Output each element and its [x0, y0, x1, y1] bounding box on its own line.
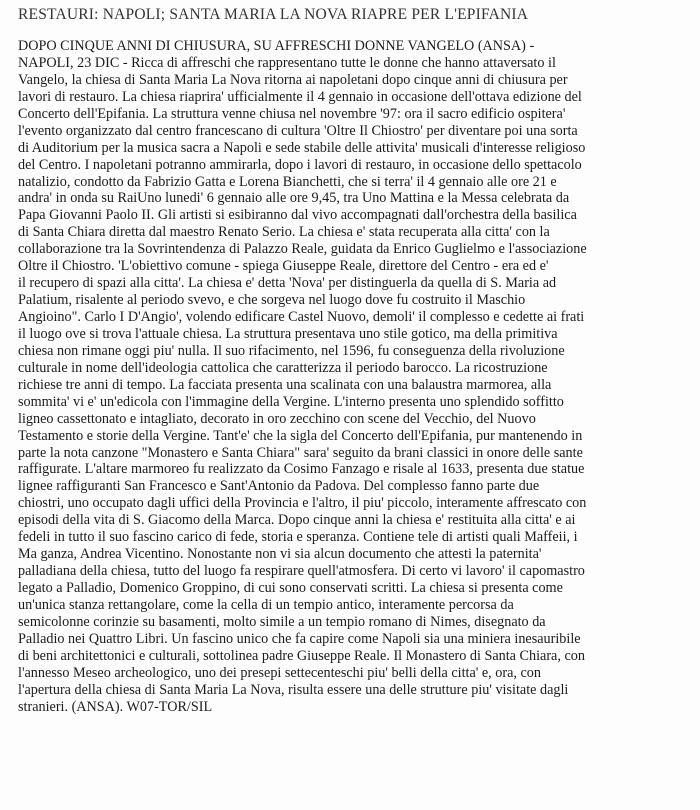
article-line: collaborazione tra la Sovrintendenza di Palazzo Reale, guidata da Enrico Guglielmo e l'associazione [18, 241, 587, 258]
article-line: semicolonne corinzie su basamenti, molto simile a un tempio romano di Nimes, disegnato da [18, 613, 546, 630]
article-line: Papa Giovanni Paolo II. Gli artisti si esibiranno dal vivo accompagnati dall'orchestra della basilica [18, 207, 577, 224]
article-line: NAPOLI, 23 DIC - Ricca di affreschi che rappresentano tutte le donne che hanno attaversato il [18, 54, 556, 71]
article-line: l'evento organizzato dal centro francescano di cultura 'Oltre Il Chiostro' per diventare poi una sorta [18, 122, 578, 139]
article-line: ligneo cassettonato e intagliato, decorato in oro zecchino con scene del Vecchio, del Nuovo [18, 410, 536, 427]
article-line: Testamento e storie della Vergine. Tant'e' che la sigla del Concerto dell'Epifania, pur mantenendo in [18, 427, 583, 444]
article-line: un'unica stanza rettangolare, come la cella di un tempio antico, interamente percorsa da [18, 596, 514, 613]
article-line: del Centro. I napoletani potranno ammirarla, dopo i lavori di restauro, in occasione dello spettacolo [18, 156, 582, 173]
article-line: Ma ganza, Andrea Vicentino. Nonostante non vi sia alcun documento che attesti la paternita' [18, 546, 542, 563]
article-line: palladiana della chiesa, tutto del luogo fa respirare quell'atmosfera. Di certo vi lavoro' il capomastro [18, 563, 585, 580]
article-line: l'apertura della chiesa di Santa Maria La Nova, risulta essere una delle strutture piu' visitate dagli [18, 681, 569, 698]
article-line: lignee raffiguranti San Francesco e Sant'Antonio da Padova. Del complesso fanno parte due [18, 478, 540, 495]
article-line: andra' in onda su RaiUno lunedi' 6 gennaio alle ore 9,45, tra Uno Mattina e la Messa celebrata da [18, 190, 570, 207]
article-line: richiese tre anni di tempo. La facciata presenta una scalinata con una balaustra marmorea, alla [18, 376, 552, 393]
article-line: culturale in nome dell'ideologia cattolica che caratterizza il periodo barocco. La ricostruzione [18, 359, 548, 376]
article-line: lavori di restauro. La chiesa riaprira' ufficialmente il 4 gennaio in occasione dell'ottava edizione del [18, 88, 582, 105]
article-line: Palladio nei Quattro Libri. Un fascino unico che fa capire come Napoli sia una miniera inesauribile [18, 630, 581, 647]
article-line: Concerto dell'Epifania. La struttura venne chiusa nel novembre '97: ora il sacro edificio ospitera' [18, 105, 566, 122]
article-line: Angioino". Carlo I D'Angio', volendo edificare Castel Nuovo, demoli' il complesso e cedette ai frati [18, 309, 585, 325]
article-body [18, 38, 686, 716]
article-line: di beni architettonici e culturali, sottolinea padre Giuseppe Reale. Il Monastero di Santa Chiara, con [18, 647, 585, 664]
article-line: Oltre il Chiostro. 'L'obiettivo comune - spiega Giuseppe Reale, direttore del Centro - era ed e' [18, 258, 549, 275]
article-line: fedeli in tutto il suo fascino carico di fede, storia e speranza. Contiene tele di artisti quali Maffeii, i [18, 529, 578, 546]
article-line: il recupero di spazi alla citta'. La chiesa e' detta 'Nova' per distinguerla da quella di S. Maria ad [18, 275, 557, 292]
article-line: sommita' vi e' un'edicola con l'immagine della Vergine. L'interno presenta uno splendido soffitto [18, 393, 564, 410]
article-line: Palatium, risalente al periodo svevo, e che sorgeva nel luogo dove fu costruito il Maschio [18, 292, 526, 309]
article-line: di Santa Chiara diretta dal maestro Renato Serio. La chiesa e' stata recuperata alla citta' con la [18, 224, 550, 241]
article-line: di Auditorium per la musica sacra a Napoli e sede stabile delle attivita' musicali d'interesse religioso [18, 139, 586, 156]
article-line: raffigurate. L'altare marmoreo fu realizzato da Cosimo Fanzago e risale al 1633, presenta due statue [18, 461, 585, 478]
article-line: parte la nota canzone "Monastero e Santa Chiara" sara' seguito da brani classici in onore delle sante [18, 444, 583, 461]
article-line: l'annesso Meseo archeologico, uno dei presepi settecenteschi piu' belli della citta' e, ora, con [18, 664, 541, 681]
article-line: chiesa non rimane oggi piu' nulla. Il suo rifacimento, nel 1596, fu conseguenza della rivoluzione [18, 342, 565, 359]
article-line: chiostri, uno occupato dagli uffici della Provincia e l'altro, il piu' piccolo, interamente affrescato con [18, 495, 587, 512]
article-line: stranieri. (ANSA). W07-TOR/SIL [18, 698, 213, 715]
article-line: DOPO CINQUE ANNI DI CHIUSURA, SU AFFRESCHI DONNE VANGELO (ANSA) - [18, 38, 535, 54]
article-line: episodi della vita di S. Giacomo della Marca. Dopo cinque anni la chiesa e' restituita alla citta' e ai [18, 512, 576, 529]
article-line: natalizio, condotto da Fabrizio Gatta e Lorena Bianchetti, che si terra' il 4 gennaio alle ore 21 e [18, 173, 557, 190]
article-line: legato a Palladio, Domenico Groppino, di cui sono conservati scritti. La chiesa si presenta come [18, 580, 563, 596]
headline: RESTAURI: NAPOLI; SANTA MARIA LA NOVA RIAPRE PER L'EPIFANIA [18, 6, 529, 23]
article-line: il luogo ove si trova l'attuale chiesa. La struttura presentava uno stile gotico, ma della primitiva [18, 325, 558, 342]
article-line: Vangelo, la chiesa di Santa Maria La Nova ritorna ai napoletani dopo cinque anni di chiusura per [18, 71, 568, 88]
